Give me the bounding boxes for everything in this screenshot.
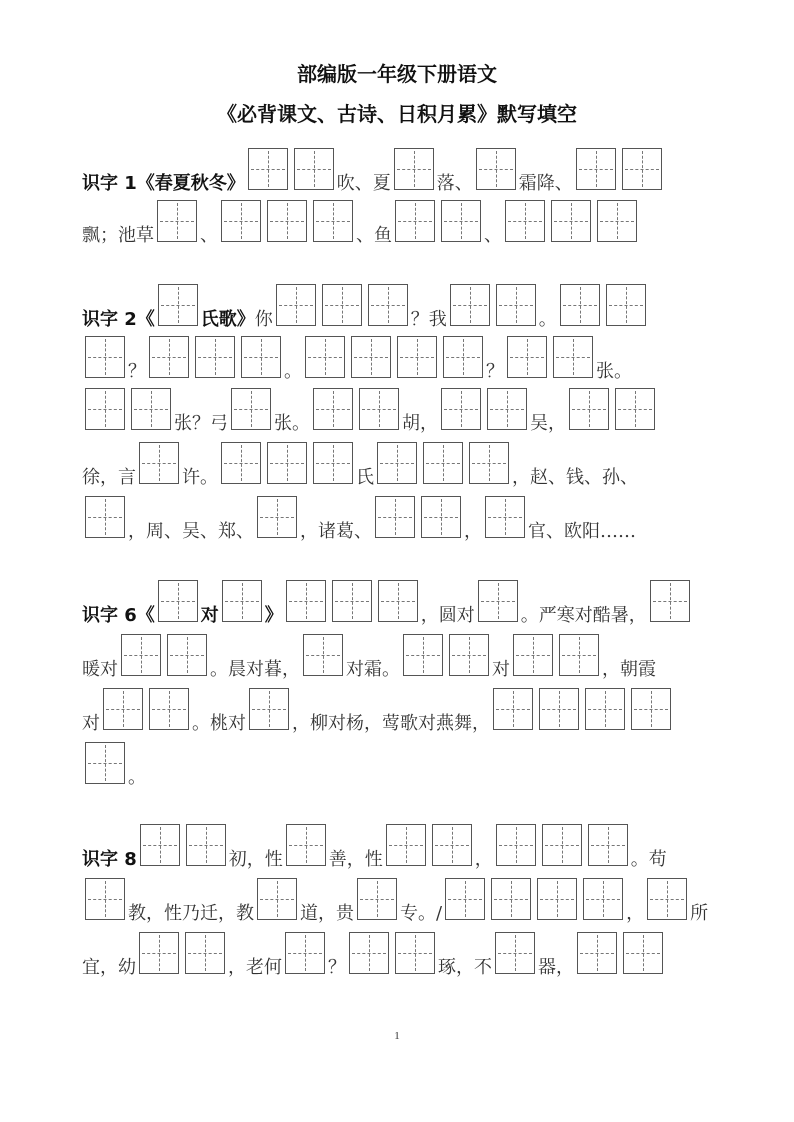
tianzige-box[interactable] [332, 580, 372, 622]
tianzige-box[interactable] [559, 634, 599, 676]
tianzige-box[interactable] [560, 284, 600, 326]
text-line [82, 442, 638, 486]
tianzige-box[interactable] [285, 932, 325, 974]
tianzige-box[interactable] [395, 932, 435, 974]
tianzige-box[interactable] [221, 442, 261, 484]
tianzige-box[interactable] [357, 878, 397, 920]
tianzige-box[interactable] [583, 878, 623, 920]
tianzige-box[interactable] [623, 932, 663, 974]
tianzige-box[interactable] [241, 336, 281, 378]
text-segment: 。晨对暮， [210, 659, 300, 680]
text-segment: 所 [690, 903, 709, 924]
text-segment: 张。 [274, 413, 310, 434]
tianzige-box[interactable] [631, 688, 671, 730]
tianzige-box[interactable] [378, 580, 418, 622]
tianzige-box[interactable] [513, 634, 553, 676]
tianzige-box[interactable] [542, 824, 582, 866]
text-line [82, 580, 693, 624]
text-segment: ，赵、钱、孙、 [512, 467, 638, 488]
tianzige-box[interactable] [286, 824, 326, 866]
tianzige-box[interactable] [267, 442, 307, 484]
text-segment: ，老何 [228, 957, 282, 978]
text-segment: 对 [492, 659, 510, 680]
text-line [82, 688, 674, 732]
text-segment: 。 [538, 309, 557, 330]
text-segment: 器， [538, 957, 574, 978]
tianzige-box[interactable] [257, 496, 297, 538]
tianzige-box[interactable] [394, 148, 434, 190]
tianzige-box[interactable] [476, 148, 516, 190]
text-segment: 吴， [530, 413, 566, 434]
tianzige-box[interactable] [267, 200, 307, 242]
tianzige-box[interactable] [386, 824, 426, 866]
tianzige-box[interactable] [305, 336, 345, 378]
text-segment: 、 [200, 225, 218, 246]
tianzige-box[interactable] [121, 634, 161, 676]
tianzige-box[interactable] [615, 388, 655, 430]
tianzige-box[interactable] [441, 200, 481, 242]
tianzige-box[interactable] [443, 336, 483, 378]
tianzige-box[interactable] [395, 200, 435, 242]
text-segment: 教，性乃迁，教 [128, 903, 254, 924]
tianzige-box[interactable] [496, 824, 536, 866]
text-segment: ，周、吴、郑、 [128, 521, 254, 542]
tianzige-box[interactable] [131, 388, 171, 430]
lesson-heading: 识字 1《春夏秋冬》 [82, 173, 245, 194]
text-line [82, 824, 667, 868]
tianzige-box[interactable] [368, 284, 408, 326]
tianzige-box[interactable] [576, 148, 616, 190]
text-segment: 落、 [436, 173, 473, 194]
tianzige-box[interactable] [496, 284, 536, 326]
tianzige-box[interactable] [647, 878, 687, 920]
text-segment: ，朝霞 [602, 659, 656, 680]
text-segment: ？我 [410, 309, 447, 330]
text-segment: 善，性 [328, 849, 383, 870]
text-segment: 对霜。 [346, 659, 400, 680]
text-segment: 宜，幼 [82, 957, 136, 978]
tianzige-box[interactable] [276, 284, 316, 326]
text-segment: 张。 [596, 361, 632, 382]
text-segment: ？ [486, 361, 504, 382]
document-subtitle: 《必背课文、古诗、日积月累》默写填空 [217, 102, 577, 126]
lesson-heading: 》 [264, 605, 283, 626]
tianzige-box[interactable] [505, 200, 545, 242]
lesson-heading: 识字 2《 [82, 309, 155, 330]
text-segment: 氏 [356, 467, 374, 488]
tianzige-box[interactable] [449, 634, 489, 676]
tianzige-box[interactable] [158, 580, 198, 622]
tianzige-box[interactable] [469, 442, 509, 484]
tianzige-box[interactable] [351, 336, 391, 378]
text-line [82, 200, 640, 244]
text-segment: 飘；池草 [82, 225, 154, 246]
text-segment: 官、欧阳…… [528, 521, 636, 542]
tianzige-box[interactable] [139, 442, 179, 484]
tianzige-box[interactable] [478, 580, 518, 622]
tianzige-box[interactable] [495, 932, 535, 974]
text-line [82, 336, 632, 380]
tianzige-box[interactable] [622, 148, 662, 190]
text-segment: 吹、夏 [336, 173, 391, 194]
text-segment: 。 [128, 767, 146, 788]
text-segment: 专。/ [400, 903, 443, 924]
tianzige-box[interactable] [186, 824, 226, 866]
text-segment: 张？弓 [174, 413, 228, 434]
tianzige-box[interactable] [157, 200, 197, 242]
tianzige-box[interactable] [85, 388, 125, 430]
tianzige-box[interactable] [231, 388, 271, 430]
tianzige-box[interactable] [537, 878, 577, 920]
tianzige-box[interactable] [569, 388, 609, 430]
text-segment: 。苟 [630, 849, 667, 870]
text-segment: 道，贵 [300, 903, 354, 924]
text-segment: 、 [484, 225, 502, 246]
tianzige-box[interactable] [85, 878, 125, 920]
tianzige-box[interactable] [85, 496, 125, 538]
text-line [82, 284, 649, 328]
page-number: 1 [394, 1030, 400, 1042]
tianzige-box[interactable] [221, 200, 261, 242]
text-segment: 霜降、 [518, 173, 573, 194]
text-segment: ，圆对 [420, 605, 475, 626]
text-segment: ， [474, 849, 493, 870]
text-segment: 你 [254, 309, 273, 330]
tianzige-box[interactable] [222, 580, 262, 622]
tianzige-box[interactable] [149, 688, 189, 730]
tianzige-box[interactable] [507, 336, 547, 378]
tianzige-box[interactable] [585, 688, 625, 730]
tianzige-box[interactable] [377, 442, 417, 484]
tianzige-box[interactable] [597, 200, 637, 242]
text-segment: ？ [328, 957, 346, 978]
tianzige-box[interactable] [359, 388, 399, 430]
tianzige-box[interactable] [421, 496, 461, 538]
tianzige-box[interactable] [248, 148, 288, 190]
tianzige-box[interactable] [85, 742, 125, 784]
tianzige-box[interactable] [606, 284, 646, 326]
tianzige-box[interactable] [450, 284, 490, 326]
tianzige-box[interactable] [403, 634, 443, 676]
lesson-heading: 识字 8 [82, 849, 137, 870]
lesson-heading: 对 [200, 605, 219, 626]
tianzige-box[interactable] [551, 200, 591, 242]
lesson-heading: 识字 6《 [82, 605, 155, 626]
tianzige-box[interactable] [103, 688, 143, 730]
tianzige-box[interactable] [313, 388, 353, 430]
document-title: 部编版一年级下册语文 [297, 62, 497, 86]
tianzige-box[interactable] [397, 336, 437, 378]
tianzige-box[interactable] [588, 824, 628, 866]
tianzige-box[interactable] [167, 634, 207, 676]
text-segment: 徐，言 [82, 467, 136, 488]
text-segment: ，诸葛、 [300, 521, 372, 542]
text-segment: 胡， [402, 413, 438, 434]
tianzige-box[interactable] [539, 688, 579, 730]
text-segment: 。严寒对酷暑， [520, 605, 647, 626]
tianzige-box[interactable] [140, 824, 180, 866]
text-segment: 许。 [182, 467, 218, 488]
text-segment: 暖对 [82, 659, 118, 680]
tianzige-box[interactable] [303, 634, 343, 676]
tianzige-box[interactable] [195, 336, 235, 378]
tianzige-box[interactable] [249, 688, 289, 730]
text-segment: 初，性 [228, 849, 283, 870]
tianzige-box[interactable] [349, 932, 389, 974]
text-line [82, 634, 656, 678]
text-line [82, 742, 146, 786]
text-segment: 对 [82, 713, 100, 734]
tianzige-box[interactable] [432, 824, 472, 866]
text-segment: 。桃对 [192, 713, 246, 734]
tianzige-box[interactable] [286, 580, 326, 622]
tianzige-box[interactable] [158, 284, 198, 326]
text-segment: 。 [284, 361, 302, 382]
tianzige-box[interactable] [139, 932, 179, 974]
tianzige-box[interactable] [185, 932, 225, 974]
tianzige-box[interactable] [313, 442, 353, 484]
tianzige-box[interactable] [650, 580, 690, 622]
tianzige-box[interactable] [487, 388, 527, 430]
text-line [82, 932, 666, 976]
text-line [82, 878, 708, 922]
tianzige-box[interactable] [294, 148, 334, 190]
text-segment: 琢，不 [438, 957, 492, 978]
text-segment: ， [626, 903, 645, 924]
text-line [82, 148, 665, 192]
tianzige-box[interactable] [577, 932, 617, 974]
tianzige-box[interactable] [553, 336, 593, 378]
tianzige-box[interactable] [441, 388, 481, 430]
tianzige-box[interactable] [85, 336, 125, 378]
tianzige-box[interactable] [149, 336, 189, 378]
tianzige-box[interactable] [313, 200, 353, 242]
text-line [82, 496, 636, 540]
tianzige-box[interactable] [491, 878, 531, 920]
tianzige-box[interactable] [445, 878, 485, 920]
text-segment: ，柳对杨，莺歌对燕舞， [292, 713, 490, 734]
tianzige-box[interactable] [257, 878, 297, 920]
lesson-heading: 氏歌》 [200, 309, 255, 330]
text-line [82, 388, 658, 432]
tianzige-box[interactable] [423, 442, 463, 484]
text-segment: 、鱼 [356, 225, 392, 246]
tianzige-box[interactable] [485, 496, 525, 538]
text-segment: ？ [128, 361, 146, 382]
tianzige-box[interactable] [322, 284, 362, 326]
tianzige-box[interactable] [375, 496, 415, 538]
tianzige-box[interactable] [493, 688, 533, 730]
text-segment: ， [464, 521, 482, 542]
